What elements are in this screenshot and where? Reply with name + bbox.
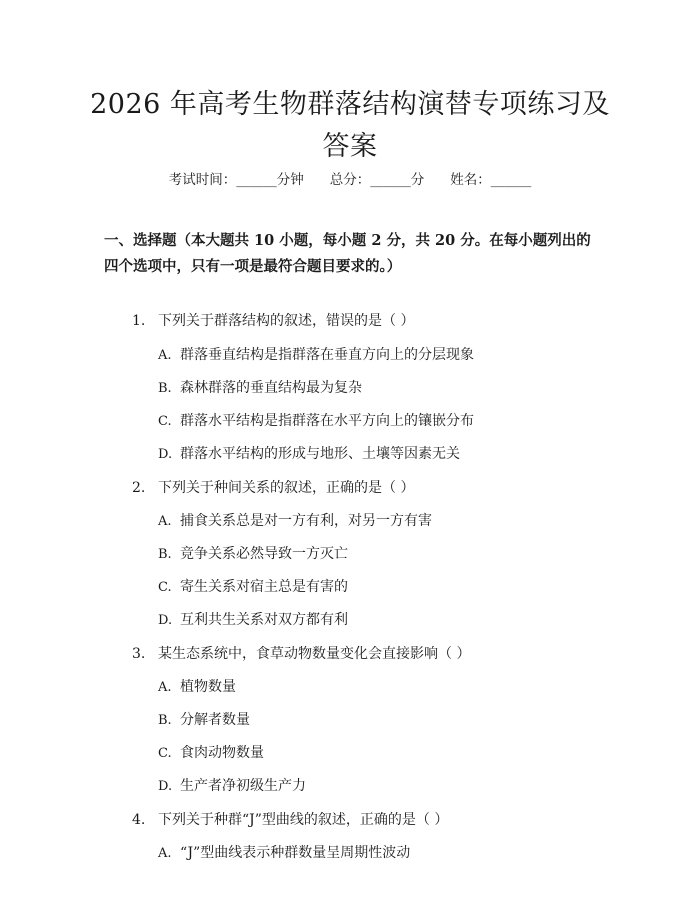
question-4 bbox=[132, 809, 448, 829]
option-label: D. bbox=[158, 779, 173, 794]
option-label: A. bbox=[158, 514, 172, 529]
question-stem: 下列关于群落结构的叙述，错误的是（ ） bbox=[158, 313, 415, 329]
option-label: A. bbox=[158, 680, 172, 695]
question-2-option-b bbox=[158, 543, 348, 563]
question-1-option-d bbox=[158, 443, 460, 463]
option-text: 食肉动物数量 bbox=[180, 745, 264, 761]
question-number: 2. bbox=[132, 480, 146, 496]
question-number: 3. bbox=[132, 646, 146, 662]
question-stem: 下列关于种间关系的叙述，正确的是（ ） bbox=[158, 480, 415, 496]
option-label: B. bbox=[158, 381, 172, 396]
total-score-label: 总分：______分 bbox=[329, 172, 425, 188]
question-number: 1. bbox=[132, 313, 146, 329]
name-label: 姓名：______ bbox=[450, 172, 532, 188]
question-1-option-a bbox=[158, 344, 474, 364]
question-3-option-b bbox=[158, 709, 250, 729]
option-text: 群落水平结构的形成与地形、土壤等因素无关 bbox=[180, 446, 460, 462]
option-label: C. bbox=[158, 580, 172, 595]
option-label: B. bbox=[158, 547, 172, 562]
option-label: B. bbox=[158, 713, 172, 728]
option-text: 生产者净初级生产力 bbox=[180, 778, 306, 794]
option-label: D. bbox=[158, 613, 173, 628]
question-2-option-c bbox=[158, 576, 348, 596]
question-1-option-c bbox=[158, 410, 474, 430]
option-text: 群落水平结构是指群落在水平方向上的镶嵌分布 bbox=[180, 413, 474, 429]
option-label: D. bbox=[158, 447, 173, 462]
question-2 bbox=[132, 477, 414, 497]
question-stem: 下列关于种群“J”型曲线的叙述，正确的是（ ） bbox=[158, 812, 449, 828]
exam-meta bbox=[0, 168, 700, 188]
option-text: 森林群落的垂直结构最为复杂 bbox=[180, 380, 362, 396]
option-text: 植物数量 bbox=[180, 679, 236, 695]
option-text: 竞争关系必然导致一方灭亡 bbox=[180, 546, 348, 562]
option-text: 分解者数量 bbox=[180, 712, 250, 728]
question-2-option-d bbox=[158, 609, 348, 629]
option-text: 寄生关系对宿主总是有害的 bbox=[180, 579, 348, 595]
question-3-option-d bbox=[158, 775, 306, 795]
question-2-option-a bbox=[158, 510, 432, 530]
question-stem: 某生态系统中，食草动物数量变化会直接影响（ ） bbox=[158, 646, 471, 662]
question-number: 4. bbox=[132, 812, 146, 828]
question-1 bbox=[132, 310, 414, 330]
option-label: C. bbox=[158, 746, 172, 761]
option-text: 互利共生关系对双方都有利 bbox=[180, 612, 348, 628]
question-3-option-c bbox=[158, 742, 264, 762]
question-1-option-b bbox=[158, 377, 362, 397]
question-3-option-a bbox=[158, 676, 236, 696]
page-title: 2026 年高考生物群落结构演替专项练习及答案 bbox=[90, 89, 610, 162]
section-heading: 一、选择题（本大题共 10 小题，每小题 2 分，共 20 分。在每小题列出的四个选项中，只有一项是最符合题目要求的。） bbox=[104, 232, 591, 275]
exam-time-label: 考试时间：______分钟 bbox=[168, 172, 304, 188]
option-text: “J”型曲线表示种群数量呈周期性波动 bbox=[180, 845, 411, 861]
option-label: C. bbox=[158, 414, 172, 429]
question-4-option-a bbox=[158, 842, 410, 862]
option-label: A. bbox=[158, 846, 172, 861]
option-label: A. bbox=[158, 348, 172, 363]
question-3 bbox=[132, 643, 470, 663]
option-text: 捕食关系总是对一方有利，对另一方有害 bbox=[180, 513, 432, 529]
option-text: 群落垂直结构是指群落在垂直方向上的分层现象 bbox=[180, 347, 474, 363]
